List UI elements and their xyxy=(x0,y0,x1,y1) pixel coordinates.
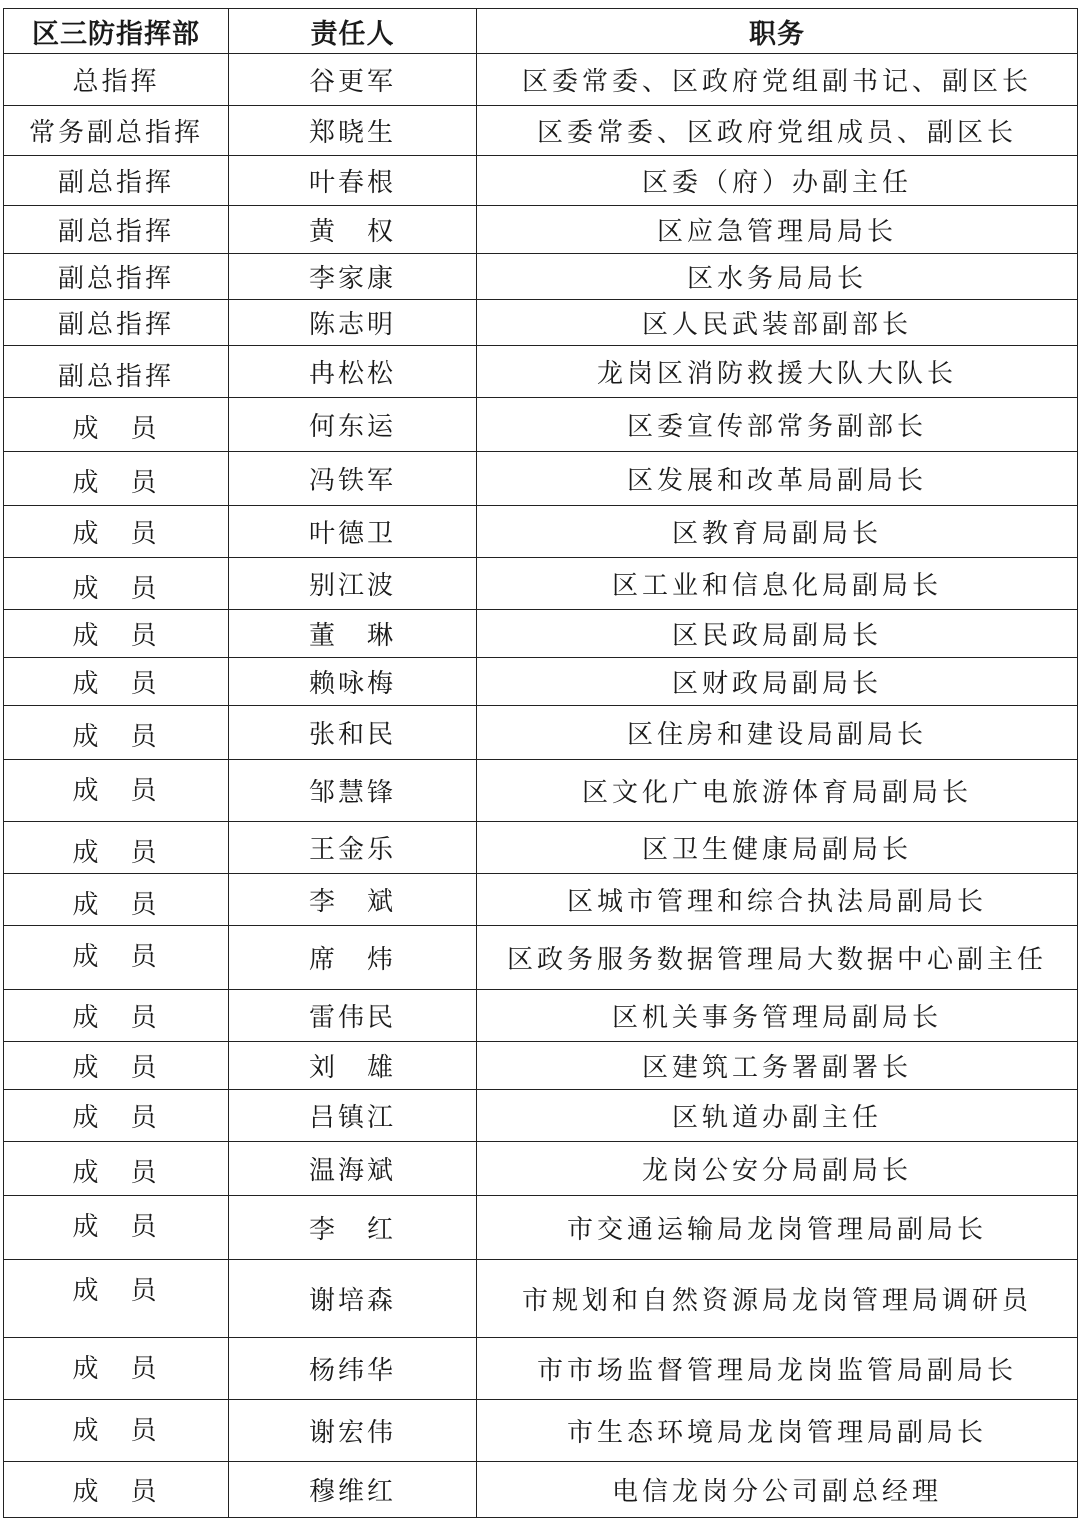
cell-post: 区委常委、区政府党组成员、副区长 xyxy=(477,106,1078,156)
table-row xyxy=(4,106,1078,156)
table-row xyxy=(4,506,1078,558)
cell-name: 谢宏伟 xyxy=(229,1400,477,1462)
table-row xyxy=(4,156,1078,206)
cell-role: 总指挥 xyxy=(4,54,229,106)
cell-name: 王金乐 xyxy=(229,822,477,874)
cell-name: 叶春根 xyxy=(229,156,477,206)
cell-post: 区财政局副局长 xyxy=(477,658,1078,706)
personnel-table xyxy=(3,8,1078,1518)
cell-role: 成 员 xyxy=(4,658,229,706)
table-row xyxy=(4,874,1078,926)
table-row xyxy=(4,300,1078,346)
cell-role: 副总指挥 xyxy=(4,206,229,254)
cell-role: 成 员 xyxy=(4,822,229,874)
cell-post: 区应急管理局局长 xyxy=(477,206,1078,254)
cell-post: 区民政局副局长 xyxy=(477,610,1078,658)
cell-role: 成 员 xyxy=(4,1142,229,1196)
cell-post: 区住房和建设局副局长 xyxy=(477,706,1078,760)
header-position: 职务 xyxy=(477,9,1078,54)
cell-name: 张和民 xyxy=(229,706,477,760)
cell-name: 席 炜 xyxy=(229,926,477,990)
cell-name: 郑晓生 xyxy=(229,106,477,156)
cell-role: 成 员 xyxy=(4,706,229,760)
cell-name: 刘 雄 xyxy=(229,1042,477,1090)
header-row xyxy=(4,9,1078,54)
table-row xyxy=(4,1338,1078,1400)
cell-name: 赖咏梅 xyxy=(229,658,477,706)
table-row xyxy=(4,1400,1078,1462)
cell-name: 何东运 xyxy=(229,398,477,452)
table-row xyxy=(4,1462,1078,1518)
cell-role: 成 员 xyxy=(4,926,229,990)
cell-post: 市生态环境局龙岗管理局副局长 xyxy=(477,1400,1078,1462)
cell-post: 区人民武装部副部长 xyxy=(477,300,1078,346)
cell-post: 市市场监督管理局龙岗监管局副局长 xyxy=(477,1338,1078,1400)
cell-role: 副总指挥 xyxy=(4,300,229,346)
cell-name: 叶德卫 xyxy=(229,506,477,558)
cell-role: 成 员 xyxy=(4,1196,229,1260)
cell-name: 温海斌 xyxy=(229,1142,477,1196)
cell-role: 成 员 xyxy=(4,1042,229,1090)
cell-name: 别江波 xyxy=(229,558,477,610)
cell-role: 常务副总指挥 xyxy=(4,106,229,156)
cell-post: 区发展和改革局副局长 xyxy=(477,452,1078,506)
table-row xyxy=(4,558,1078,610)
cell-name: 吕镇江 xyxy=(229,1090,477,1142)
cell-role: 成 员 xyxy=(4,874,229,926)
cell-role: 成 员 xyxy=(4,1338,229,1400)
table-row xyxy=(4,398,1078,452)
cell-post: 区教育局副局长 xyxy=(477,506,1078,558)
header-headquarters: 区三防指挥部 xyxy=(4,9,229,54)
cell-post: 龙岗公安分局副局长 xyxy=(477,1142,1078,1196)
cell-post: 区轨道办副主任 xyxy=(477,1090,1078,1142)
cell-post: 区工业和信息化局副局长 xyxy=(477,558,1078,610)
cell-role: 成 员 xyxy=(4,1462,229,1518)
cell-role: 成 员 xyxy=(4,1090,229,1142)
header-responsible-person: 责任人 xyxy=(229,9,477,54)
cell-post: 区机关事务管理局副局长 xyxy=(477,990,1078,1042)
cell-post: 区建筑工务署副署长 xyxy=(477,1042,1078,1090)
cell-name: 谢培森 xyxy=(229,1260,477,1338)
table-row xyxy=(4,706,1078,760)
cell-post: 电信龙岗分公司副总经理 xyxy=(477,1462,1078,1518)
table-row xyxy=(4,1090,1078,1142)
cell-name: 冯铁军 xyxy=(229,452,477,506)
cell-name: 李 斌 xyxy=(229,874,477,926)
cell-name: 邹慧锋 xyxy=(229,760,477,822)
cell-role: 成 员 xyxy=(4,1260,229,1338)
table-row xyxy=(4,926,1078,990)
table-row xyxy=(4,822,1078,874)
cell-name: 杨纬华 xyxy=(229,1338,477,1400)
cell-post: 区城市管理和综合执法局副局长 xyxy=(477,874,1078,926)
cell-role: 成 员 xyxy=(4,398,229,452)
cell-role: 副总指挥 xyxy=(4,346,229,398)
cell-name: 穆维红 xyxy=(229,1462,477,1518)
cell-role: 副总指挥 xyxy=(4,156,229,206)
table-row xyxy=(4,346,1078,398)
table-body xyxy=(4,54,1078,1518)
cell-name: 陈志明 xyxy=(229,300,477,346)
table-row xyxy=(4,1196,1078,1260)
table-row xyxy=(4,452,1078,506)
cell-post: 区水务局局长 xyxy=(477,254,1078,300)
cell-post: 市交通运输局龙岗管理局副局长 xyxy=(477,1196,1078,1260)
cell-post: 龙岗区消防救援大队大队长 xyxy=(477,346,1078,398)
cell-role: 成 员 xyxy=(4,610,229,658)
table-row xyxy=(4,1260,1078,1338)
cell-post: 市规划和自然资源局龙岗管理局调研员 xyxy=(477,1260,1078,1338)
table-row xyxy=(4,206,1078,254)
table-row xyxy=(4,1042,1078,1090)
cell-name: 黄 权 xyxy=(229,206,477,254)
cell-name: 谷更军 xyxy=(229,54,477,106)
cell-post: 区政务服务数据管理局大数据中心副主任 xyxy=(477,926,1078,990)
cell-post: 区委宣传部常务副部长 xyxy=(477,398,1078,452)
table-row xyxy=(4,254,1078,300)
table-row xyxy=(4,1142,1078,1196)
table-row xyxy=(4,658,1078,706)
cell-role: 成 员 xyxy=(4,1400,229,1462)
cell-post: 区委（府）办副主任 xyxy=(477,156,1078,206)
table-row xyxy=(4,760,1078,822)
cell-role: 成 员 xyxy=(4,558,229,610)
cell-post: 区委常委、区政府党组副书记、副区长 xyxy=(477,54,1078,106)
table-row xyxy=(4,610,1078,658)
cell-role: 成 员 xyxy=(4,452,229,506)
cell-name: 冉松松 xyxy=(229,346,477,398)
cell-name: 雷伟民 xyxy=(229,990,477,1042)
cell-post: 区卫生健康局副局长 xyxy=(477,822,1078,874)
cell-role: 副总指挥 xyxy=(4,254,229,300)
table-row xyxy=(4,54,1078,106)
cell-name: 李家康 xyxy=(229,254,477,300)
cell-name: 李 红 xyxy=(229,1196,477,1260)
cell-name: 董 琳 xyxy=(229,610,477,658)
cell-role: 成 员 xyxy=(4,506,229,558)
cell-role: 成 员 xyxy=(4,760,229,822)
table-row xyxy=(4,990,1078,1042)
cell-role: 成 员 xyxy=(4,990,229,1042)
cell-post: 区文化广电旅游体育局副局长 xyxy=(477,760,1078,822)
